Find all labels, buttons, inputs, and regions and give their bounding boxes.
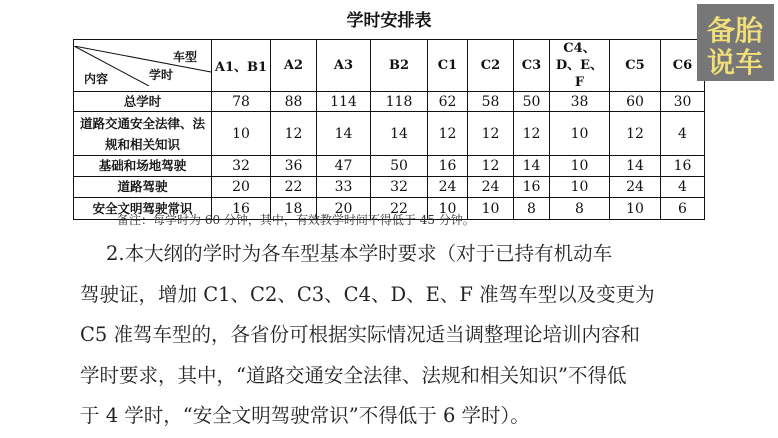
table-cell: 8 (550, 198, 610, 220)
table-cell: 14 (371, 112, 428, 156)
table-cell: 60 (610, 92, 661, 112)
table-cell: 10 (550, 156, 610, 177)
row-label: 基础和场地驾驶 (74, 156, 212, 177)
table-cell: 30 (661, 92, 705, 112)
table-cell: 50 (371, 156, 428, 177)
table-cell: 14 (610, 156, 661, 177)
svg-text:说车: 说车 (706, 46, 764, 79)
table-cell: 4 (661, 177, 705, 198)
row-label: 总学时 (74, 92, 212, 112)
table-cell: 50 (514, 92, 550, 112)
paragraph-line: 于 4 学时，“安全文明驾驶常识”不得低于 6 学时）。 (80, 404, 530, 427)
table-cell: 12 (610, 112, 661, 156)
table-cell: 8 (514, 198, 550, 220)
table-cell: 47 (317, 156, 371, 177)
column-header: C6 (661, 40, 705, 92)
table-cell: 12 (468, 156, 514, 177)
table-cell: 10 (468, 198, 514, 220)
table-cell: 20 (212, 177, 271, 198)
table-cell: 24 (428, 177, 468, 198)
table-cell: 4 (661, 112, 705, 156)
table-cell: 12 (271, 112, 317, 156)
column-header: A2 (271, 40, 317, 92)
table-cell: 32 (212, 156, 271, 177)
table-cell: 78 (212, 92, 271, 112)
corner-vehicle-label: 车型 (172, 49, 197, 64)
paragraph-line: 驾驶证，增加 C1、C2、C3、C4、D、E、F 准驾车型以及变更为 (80, 282, 655, 306)
column-header-text: C4、D、E、F (555, 41, 604, 90)
table-cell: 38 (550, 92, 610, 112)
row-label: 道路交通安全法律、法规和相关知识 (74, 112, 212, 156)
column-header (550, 40, 610, 92)
table-cell: 20 (317, 198, 371, 220)
table-cell: 22 (371, 198, 428, 220)
watermark-logo (697, 4, 774, 81)
table-cell: 58 (468, 92, 514, 112)
table-cell: 24 (610, 177, 661, 198)
table-cell: 16 (661, 156, 705, 177)
table-cell: 16 (212, 198, 271, 220)
schedule-table (73, 39, 705, 220)
column-header: C2 (468, 40, 514, 92)
table-cell: 24 (468, 177, 514, 198)
table-cell: 16 (428, 156, 468, 177)
table-row (74, 156, 705, 177)
table-cell: 10 (550, 112, 610, 156)
table-cell: 10 (428, 198, 468, 220)
row-label: 道路驾驶 (74, 177, 212, 198)
corner-content-label: 内容 (84, 71, 109, 86)
table-row (74, 177, 705, 198)
table-cell: 88 (271, 92, 317, 112)
table-cell: 12 (468, 112, 514, 156)
paragraph-line: 2.本大纲的学时为各车型基本学时要求（对于已持有机动车 (106, 242, 613, 265)
table-cell: 114 (317, 92, 371, 112)
row-label: 安全文明驾驶常识 (74, 198, 212, 220)
body-paragraph (80, 234, 720, 437)
paragraph-line: 学时要求，其中，“道路交通安全法律、法规和相关知识”不得低 (80, 363, 627, 387)
table-cell: 14 (514, 156, 550, 177)
table-note: 备注：每学时为 60 分钟，其中，有效教学时间不得低于 45 分钟。 (117, 213, 475, 227)
table-row (74, 112, 705, 156)
column-header: C3 (514, 40, 550, 92)
table-cell: 12 (428, 112, 468, 156)
corner-hours-label: 学时 (149, 67, 174, 82)
column-header: A1、B1 (212, 40, 271, 92)
table-cell: 14 (317, 112, 371, 156)
table-cell: 6 (661, 198, 705, 220)
column-header: B2 (371, 40, 428, 92)
table-cell: 18 (271, 198, 317, 220)
table-cell: 10 (550, 177, 610, 198)
table-cell: 36 (271, 156, 317, 177)
table-cell: 118 (371, 92, 428, 112)
table-cell: 12 (514, 112, 550, 156)
svg-text:备胎: 备胎 (706, 14, 764, 47)
column-header: A3 (317, 40, 371, 92)
table-header-row (74, 40, 705, 92)
table-cell: 62 (428, 92, 468, 112)
table-cell: 32 (371, 177, 428, 198)
table-cell: 16 (514, 177, 550, 198)
column-header: C1 (428, 40, 468, 92)
table-cell: 10 (212, 112, 271, 156)
table-row (74, 92, 705, 112)
column-header: C5 (610, 40, 661, 92)
table-cell: 10 (610, 198, 661, 220)
paragraph-line: C5 准驾车型的，各省份可根据实际情况适当调整理论培训内容和 (80, 323, 641, 346)
corner-header (74, 40, 212, 92)
table-title: 学时安排表 (346, 11, 432, 31)
table-cell: 22 (271, 177, 317, 198)
table-cell: 33 (317, 177, 371, 198)
